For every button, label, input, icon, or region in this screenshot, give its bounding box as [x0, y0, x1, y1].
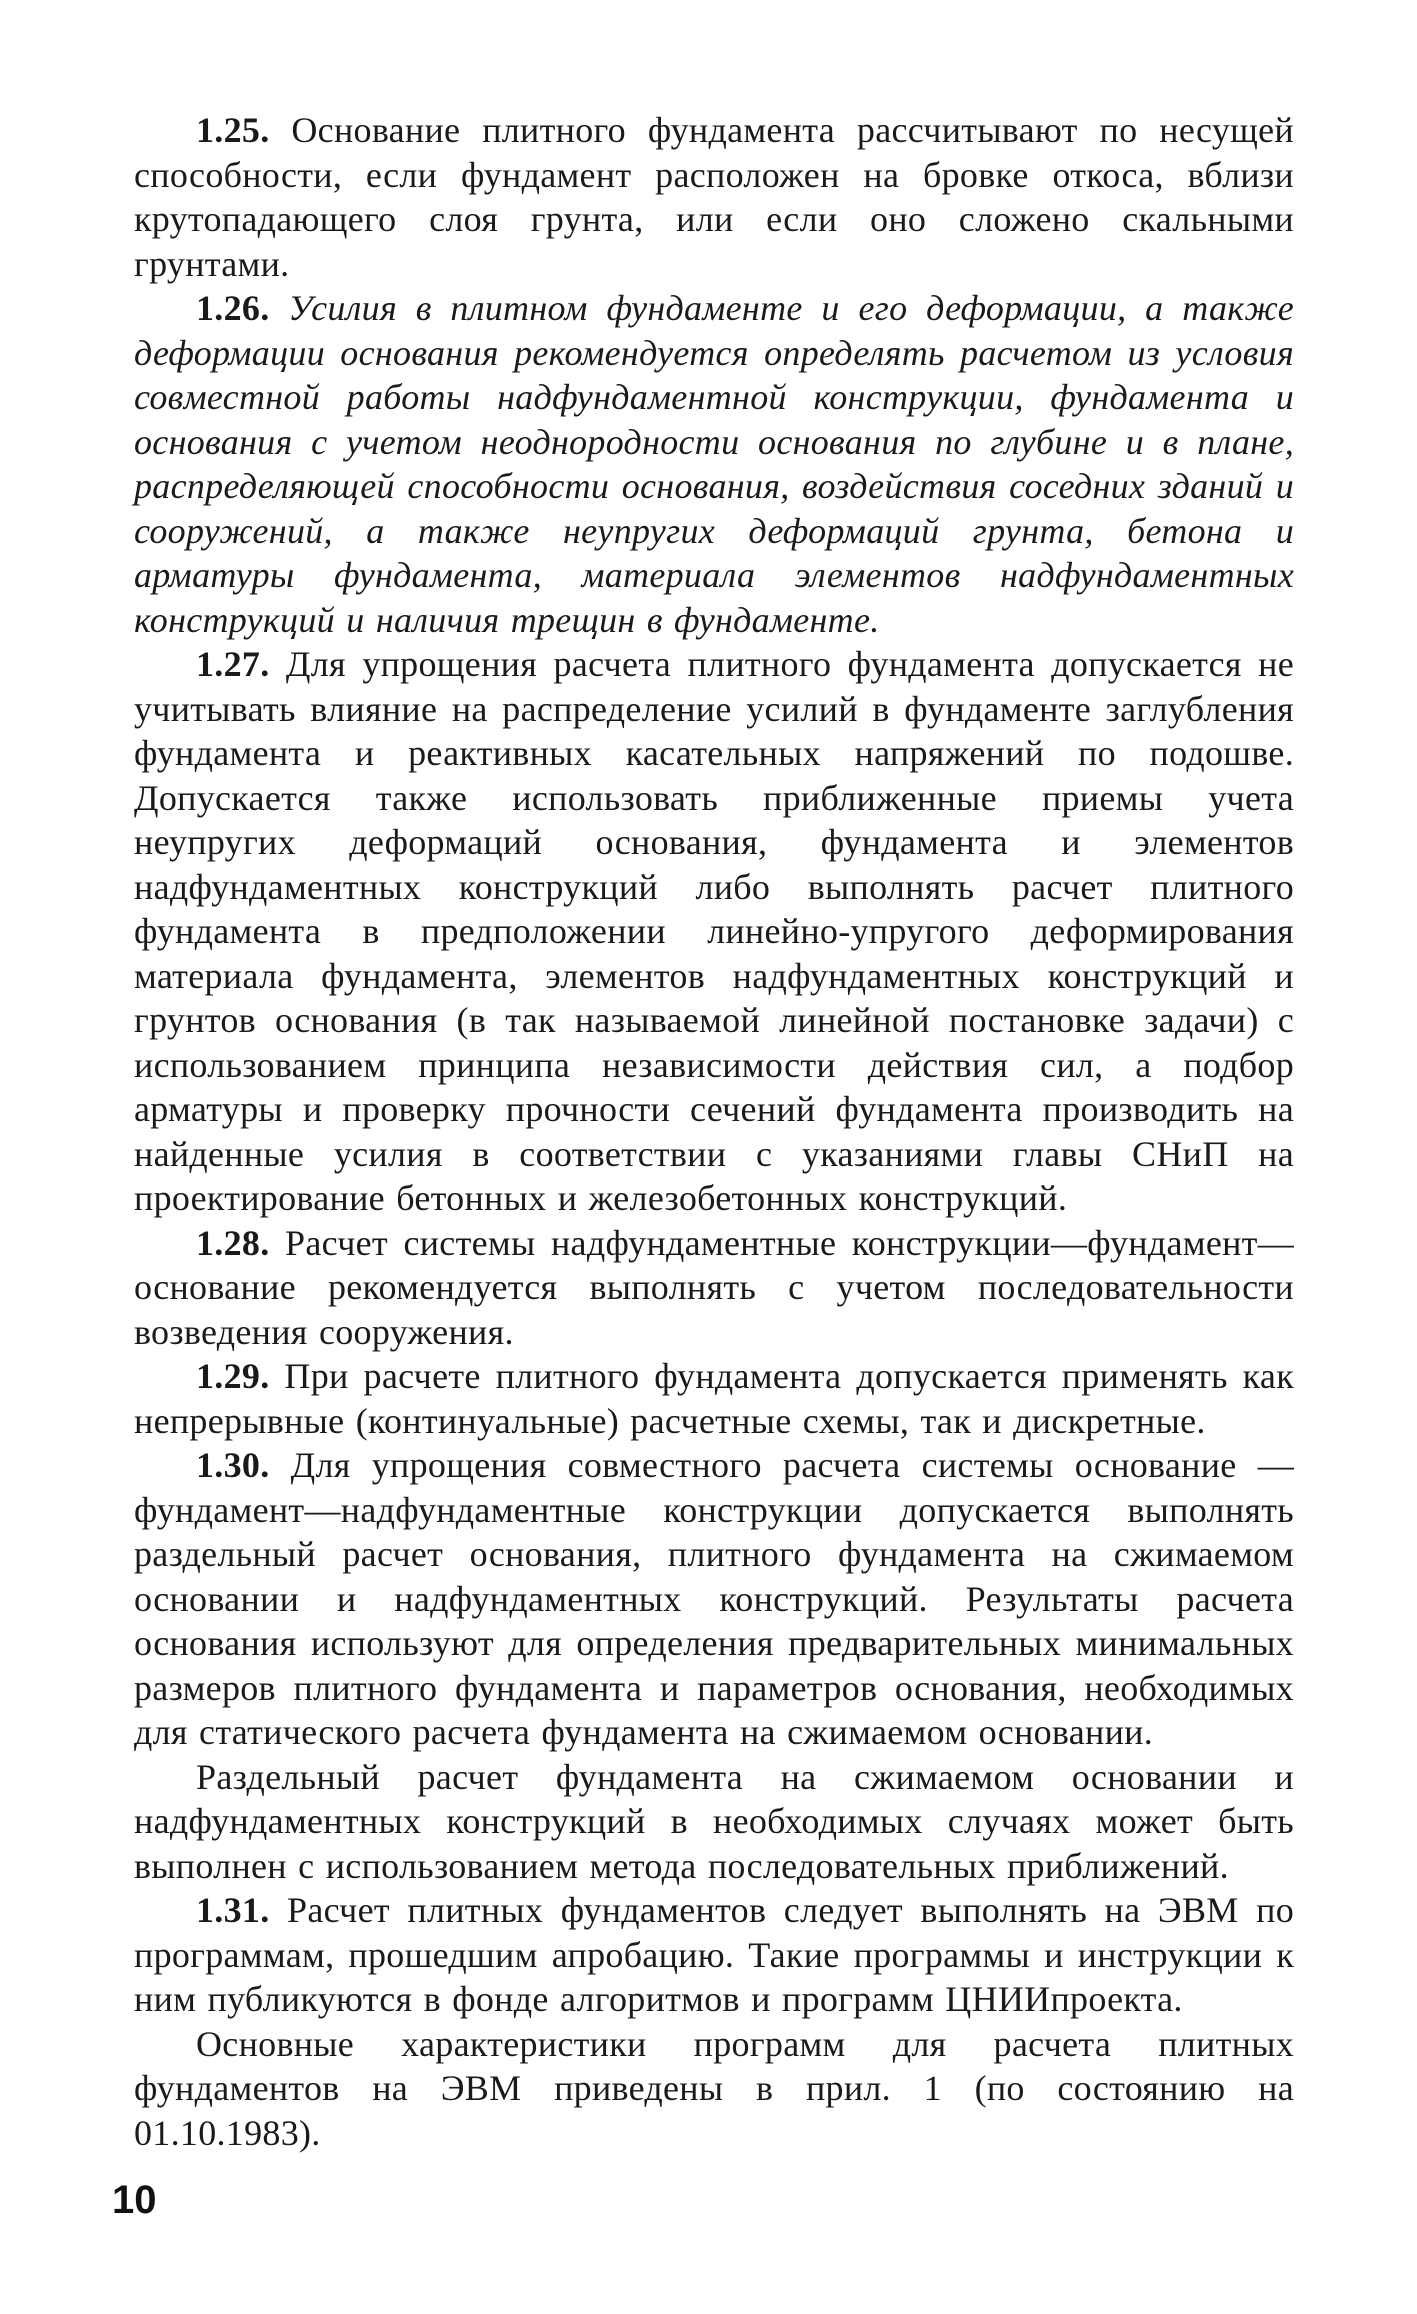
paragraph-1-28 [134, 1221, 1294, 1355]
clause-text: Расчет плитных фундаментов следует выполнять на ЭВМ по программам, прошедшим апробацию. Такие программы и инструкции к ним публикуются в фонде алгоритмов и программ ЦНИИпроекта. [134, 1890, 1294, 2019]
clause-text: Для упрощения совместного расчета системы основание — фундамент—надфундаментные конструкции допускается выполнять раздельный расчет основания, плитного фундамента на сжимаемом основании и надфундаментных конструкций. Результаты расчета основания используют для определения предварительных минимальных размеров плитного фундамента и параметров основания, необходимых для статического расчета фундамента на сжимаемом основании. [134, 1445, 1294, 1752]
clause-text: Расчет системы надфундаментные конструкции—фундамент—основание рекомендуется выполнять с учетом последовательности возведения сооружения. [134, 1222, 1294, 1352]
clause-number: 1.25. [196, 110, 270, 150]
paragraph-1-30-continued [134, 1755, 1294, 1889]
clause-text: Основные характеристики программ для расчета плитных фундаментов на ЭВМ приведены в прил. 1 (по состоянию на 01.10.1983). [134, 2023, 1294, 2153]
paragraph-1-31-continued [134, 2022, 1294, 2156]
paragraph-1-29 [134, 1354, 1294, 1443]
page-number: 10 [112, 2178, 157, 2222]
clause-number: 1.30. [196, 1445, 270, 1485]
clause-number: 1.29. [196, 1356, 270, 1396]
body-text [134, 108, 1294, 2155]
clause-number: 1.28. [196, 1222, 270, 1263]
paragraph-1-26 [134, 286, 1294, 642]
clause-number: 1.31. [196, 1890, 270, 1930]
clause-text: Основание плитного фундамента рассчитывают по несущей способности, если фундамент расположен на бровке откоса, вблизи крутопадающего слоя грунта, или если оно сложено скальными грунтами. [134, 110, 1294, 284]
clause-number: 1.26. [196, 288, 270, 328]
clause-text: Усилия в плитном фундаменте и его деформации, а также деформации основания рекомендуется определять расчетом из условия совместной работы надфундаментной конструкции, фундамента и основания с учетом неоднородности основания по глубине и в плане, распределяющей способности основания, воздействия соседних зданий и сооружений, а также неупругих деформаций грунта, бетона и арматуры фундамента, материала элементов надфундаментных конструкций и наличия трещин в фундаменте. [134, 288, 1294, 640]
paragraph-1-27 [134, 642, 1294, 1221]
clause-text: Раздельный расчет фундамента на сжимаемом основании и надфундаментных конструкций в необходимых случаях может быть выполнен с использованием метода последовательных приближений. [134, 1756, 1294, 1886]
clause-text: Для упрощения расчета плитного фундамента допускается не учитывать влияние на распределение усилий в фундаменте заглубления фундамента и реактивных касательных напряжений по подошве. Допускается также использовать приближенные приемы учета неупругих деформаций основания, фундамента и элементов надфундаментных конструкций либо выполнять расчет плитного фундамента в предположении линейно-упругого деформирования материала фундамента, элементов надфундаментных конструкций и грунтов основания (в так называемой линейной постановке задачи) с использованием принципа независимости действия сил, а подбор арматуры и проверку прочности сечений фундамента производить на найденные усилия в соответствии с указаниями главы СНиП на проектирование бетонных и железобетонных конструкций. [134, 644, 1294, 1218]
paragraph-1-25 [134, 108, 1294, 286]
paragraph-1-30 [134, 1443, 1294, 1755]
clause-text: При расчете плитного фундамента допускается применять как непрерывные (континуальные) расчетные схемы, так и дискретные. [134, 1356, 1294, 1441]
clause-number: 1.27. [196, 644, 270, 684]
paragraph-1-31 [134, 1888, 1294, 2022]
